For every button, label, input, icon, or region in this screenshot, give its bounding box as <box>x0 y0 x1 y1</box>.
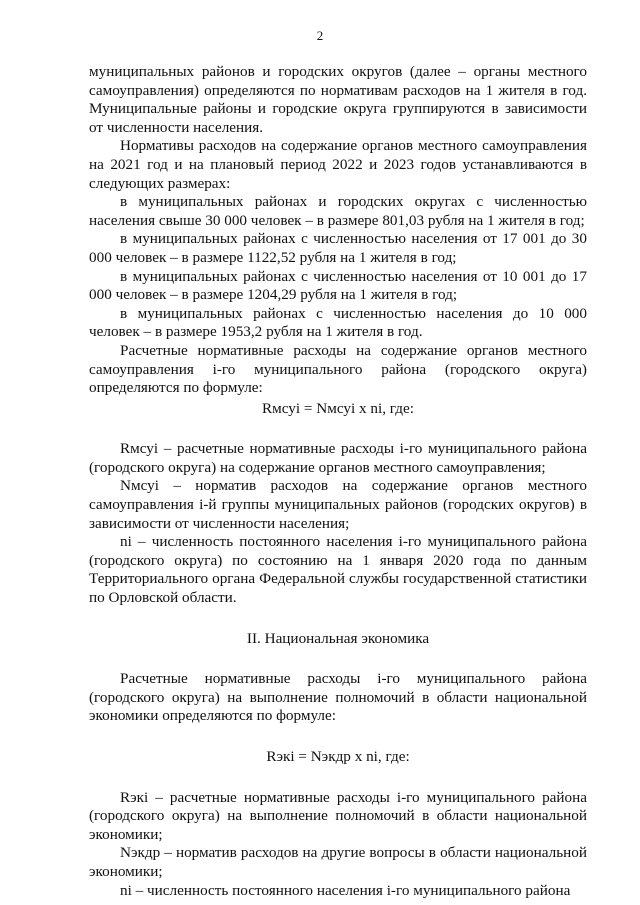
paragraph: Расчетные нормативные расходы на содержание органов местного самоуправления i-го муниципального района (городского округа) определяются по формуле: <box>89 341 587 397</box>
section-heading: II. Национальная экономика <box>246 629 430 647</box>
paragraph: Расчетные нормативные расходы i-го муниципального района (городского округа) на выполнение полномочий в области национальной экономики определяются по формуле: <box>89 670 587 725</box>
paragraph: в муниципальных районах с численностью населения от 10 001 до 17 000 человек – в размере 1204,29 рубля на 1 жителя в год; <box>89 267 587 304</box>
paragraph: ni – численность постоянного населения i-го муниципального района (городского округа) по состоянию на 1 января 2020 года по данным Территориального органа Федеральной службы государственной статистики по Орловской области. <box>89 533 587 607</box>
paragraph: Нормативы расходов на содержание органов местного самоуправления на 2021 год и на плановый период 2022 и 2023 годов устанавливаются в следующих размерах: <box>89 137 587 192</box>
document-body <box>89 63 587 900</box>
paragraph: Nэкдр – норматив расходов на другие вопросы в области национальной экономики; <box>89 844 587 880</box>
paragraph: в муниципальных районах с численностью населения до 10 000 человек – в размере 1953,2 рубля на 1 жителя в год. <box>89 304 587 341</box>
paragraph: ni – численность постоянного населения i-го муниципального района <box>120 881 571 899</box>
paragraph: в муниципальных районах и городских округах с численностью населения свыше 30 000 человек – в размере 801,03 рубля на 1 жителя в год; <box>89 193 587 229</box>
paragraph: Rэкi – расчетные нормативные расходы i-го муниципального района (городского округа) на выполнение полномочий в области национальной экономики; <box>89 788 587 843</box>
paragraph: Nмсуi – норматив расходов на содержание органов местного самоуправления i-й группы муниципальных районов (городских округов) в зависимости от численности населения; <box>89 477 587 532</box>
paragraph: муниципальных районов и городских округов (далее – органы местного самоуправления) определяются по нормативам расходов на 1 жителя в год. Муниципальные районы и городские округа группируются в зависимости от численности населения. <box>89 63 587 136</box>
page-number: 2 <box>316 28 324 43</box>
formula: Rэкi = Nэкдр x ni, где: <box>266 748 410 765</box>
paragraph: Rмсуi – расчетные нормативные расходы i-го муниципального района (городского округа) на содержание органов местного самоуправления; <box>89 440 587 476</box>
formula: Rмсуi = Nмсуi x ni, где: <box>262 399 414 417</box>
paragraph: в муниципальных районах с численностью населения от 17 001 до 30 000 человек – в размере 1122,52 рубля на 1 жителя в год; <box>89 230 587 266</box>
